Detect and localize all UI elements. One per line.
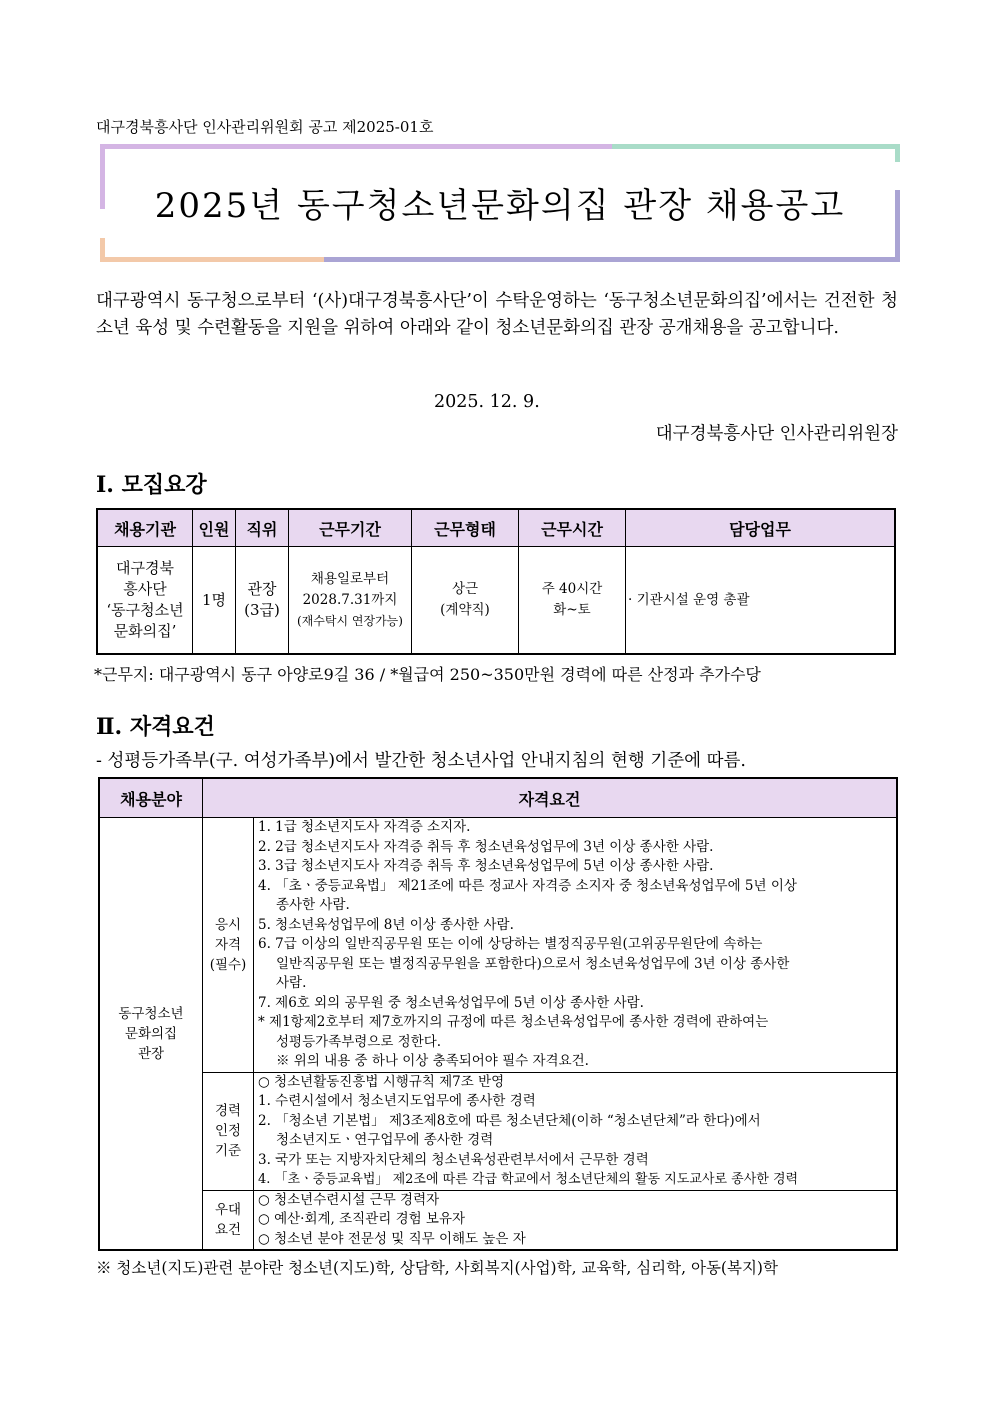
- period-line: 2028.7.31까지: [302, 591, 398, 608]
- req-items-cell: [254, 818, 898, 1073]
- title-border-top: [100, 144, 900, 149]
- table-row: [99, 1072, 897, 1190]
- req-item: 7. 제6호 외의 공무원 중 청소년육성업무에 5년 이상 종사한 사람.: [258, 994, 644, 1011]
- req-label-line: 응시: [214, 916, 242, 933]
- req-item: 1. 1급 청소년지도사 자격증 소지자.: [258, 819, 471, 835]
- pref-item: ○ 청소년 분야 전문성 및 직무 이해도 높은 자: [258, 1230, 526, 1247]
- req-item: 사람.: [276, 975, 307, 991]
- title-box: [100, 144, 900, 262]
- table-row: [97, 547, 895, 655]
- position-line: (3급): [244, 601, 280, 619]
- req-item: 일반직공무원 또는 별정직공무원을 포함한다)으로서 청소년육성업무에 3년 이상 종사한: [276, 955, 790, 972]
- career-item: 청소년지도ㆍ연구업무에 종사한 경력: [276, 1132, 494, 1148]
- career-label-line: 인정: [214, 1123, 242, 1139]
- req-item: 6. 7급 이상의 일반직공무원 또는 이에 상당하는 별정직공무원(고위공무원단에 속하는: [258, 936, 763, 952]
- signer: 대구경북흥사단 인사관리위원장: [655, 424, 898, 444]
- header-cell: 근무기간: [289, 509, 412, 547]
- recruitment-table: [96, 508, 896, 655]
- type-line: (계약직): [440, 602, 490, 618]
- pref-item: ○ 예산·회계, 조직관리 경험 보유자: [258, 1211, 466, 1227]
- career-item: ○ 청소년활동진흥법 시행규칙 제7조 반영: [258, 1073, 505, 1090]
- period-note: (재수탁시 연장가능): [297, 613, 403, 628]
- pref-items-cell: [254, 1190, 898, 1250]
- career-label-line: 기준: [214, 1143, 242, 1159]
- req-item: 3. 3급 청소년지도사 자격증 취득 후 청소년육성업무에 5년 이상 종사한 사람.: [258, 858, 714, 874]
- req-item: 성평등가족부령으로 정한다.: [276, 1033, 442, 1050]
- table-header-row: [97, 509, 895, 547]
- req-label-line: 자격: [214, 936, 242, 953]
- field-line: 문화의집: [124, 1025, 178, 1042]
- hours-line: 화~토: [553, 602, 591, 618]
- req-item: ※ 위의 내용 중 하나 이상 충족되어야 필수 자격요건.: [276, 1053, 589, 1069]
- req-label-line: (필수): [209, 956, 247, 973]
- hours-line: 주 40시간: [541, 581, 603, 597]
- org-cell: [97, 547, 193, 655]
- header-cell: 채용기관: [97, 509, 193, 547]
- section1-heading: Ⅰ. 모집요강: [96, 472, 207, 498]
- qualification-table: [98, 777, 898, 1251]
- pref-item: ○ 청소년수련시설 근무 경력자: [258, 1191, 440, 1208]
- org-line: 흥사단: [123, 580, 167, 598]
- req-item: * 제1항제2호부터 제7호까지의 규정에 따른 청소년육성업무에 종사한 경력에 관하여는: [258, 1014, 769, 1030]
- org-line: ‘동구청소년: [106, 601, 184, 619]
- pref-label-line: 우대: [214, 1201, 242, 1218]
- position-line: 관장: [247, 580, 277, 598]
- title-border-right: [895, 144, 900, 162]
- announcement-date: 2025. 12. 9.: [434, 392, 540, 412]
- career-item: 1. 수련시설에서 청소년지도업무에 종사한 경력: [258, 1093, 536, 1109]
- page-title: 2025년 동구청소년문화의집 관장 채용공고: [154, 186, 846, 226]
- req-item: 5. 청소년육성업무에 8년 이상 종사한 사람.: [258, 916, 514, 933]
- title-border-bottom: [100, 257, 900, 262]
- count-cell: 1명: [193, 547, 236, 655]
- table-row: [99, 818, 897, 1073]
- intro-paragraph: 대구광역시 동구청으로부터 ‘(사)대구경북흥사단’이 수탁운영하는 ‘동구청소년문화의집’에서는 건전한 청소년 육성 및 수련활동을 지원을 위하여 아래와 같이 청소년문화의집 관장 공개채용을 공고합니다.: [96, 291, 898, 338]
- type-line: 상근: [451, 581, 479, 597]
- header-cell: 채용분야: [99, 778, 203, 818]
- type-cell: [412, 547, 519, 655]
- header-cell: 근무시간: [519, 509, 626, 547]
- career-items-cell: [254, 1072, 898, 1190]
- field-cell: [99, 818, 203, 1251]
- header-cell: 자격요건: [203, 778, 898, 818]
- document-number: 대구경북흥사단 인사관리위원회 공고 제2025-01호: [96, 118, 434, 136]
- table-row: [99, 1190, 897, 1250]
- req-item: 2. 2급 청소년지도사 자격증 취득 후 청소년육성업무에 3년 이상 종사한 사람.: [258, 838, 714, 855]
- career-item: 4. 「초ㆍ중등교육법」 제2조에 따른 각급 학교에서 청소년단체의 활동 지도교사로 종사한 경력: [258, 1172, 799, 1187]
- pref-label-line: 요건: [214, 1221, 242, 1238]
- career-label-cell: [203, 1072, 254, 1190]
- req-item: 종사한 사람.: [276, 897, 350, 913]
- career-item: 2. 「청소년 기본법」 제3조제8호에 따른 청소년단체(이하 “청소년단체”라 한다)에서: [258, 1112, 761, 1129]
- header-cell: 직위: [236, 509, 289, 547]
- career-label-line: 경력: [214, 1103, 242, 1119]
- org-line: 대구경북: [116, 559, 174, 577]
- section2-heading: Ⅱ. 자격요건: [96, 714, 215, 740]
- period-cell: [289, 547, 412, 655]
- position-cell: [236, 547, 289, 655]
- org-line: 문화의집’: [113, 622, 177, 640]
- table-header-row: [99, 778, 897, 818]
- career-item: 3. 국가 또는 지방자치단체의 청소년육성관련부서에서 근무한 경력: [258, 1151, 649, 1168]
- req-label-cell: [203, 818, 254, 1073]
- header-cell: 근무형태: [412, 509, 519, 547]
- req-item: 4. 「초ㆍ중등교육법」 제21조에 따른 정교사 자격증 소지자 중 청소년육성업무에 5년 이상: [258, 877, 797, 894]
- pref-label-cell: [203, 1190, 254, 1250]
- field-line: 동구청소년: [118, 1005, 184, 1022]
- section2-subtitle: - 성평등가족부(구. 여성가족부)에서 발간한 청소년사업 안내지침의 현행 기준에 따름.: [96, 751, 746, 771]
- header-cell: 인원: [193, 509, 236, 547]
- period-line: 채용일로부터: [310, 570, 390, 587]
- footer-note: ※ 청소년(지도)관련 분야란 청소년(지도)학, 상담학, 사회복지(사업)학, 교육학, 심리학, 아동(복지)학: [96, 1259, 778, 1277]
- duty-cell: · 기관시설 운영 총괄: [626, 547, 896, 655]
- hours-cell: [519, 547, 626, 655]
- work-note: *근무지: 대구광역시 동구 아양로9길 36 / *월급여 250~350만원 경력에 따른 산정과 추가수당: [94, 665, 761, 684]
- field-line: 관장: [137, 1045, 165, 1062]
- header-cell: 담당업무: [626, 509, 896, 547]
